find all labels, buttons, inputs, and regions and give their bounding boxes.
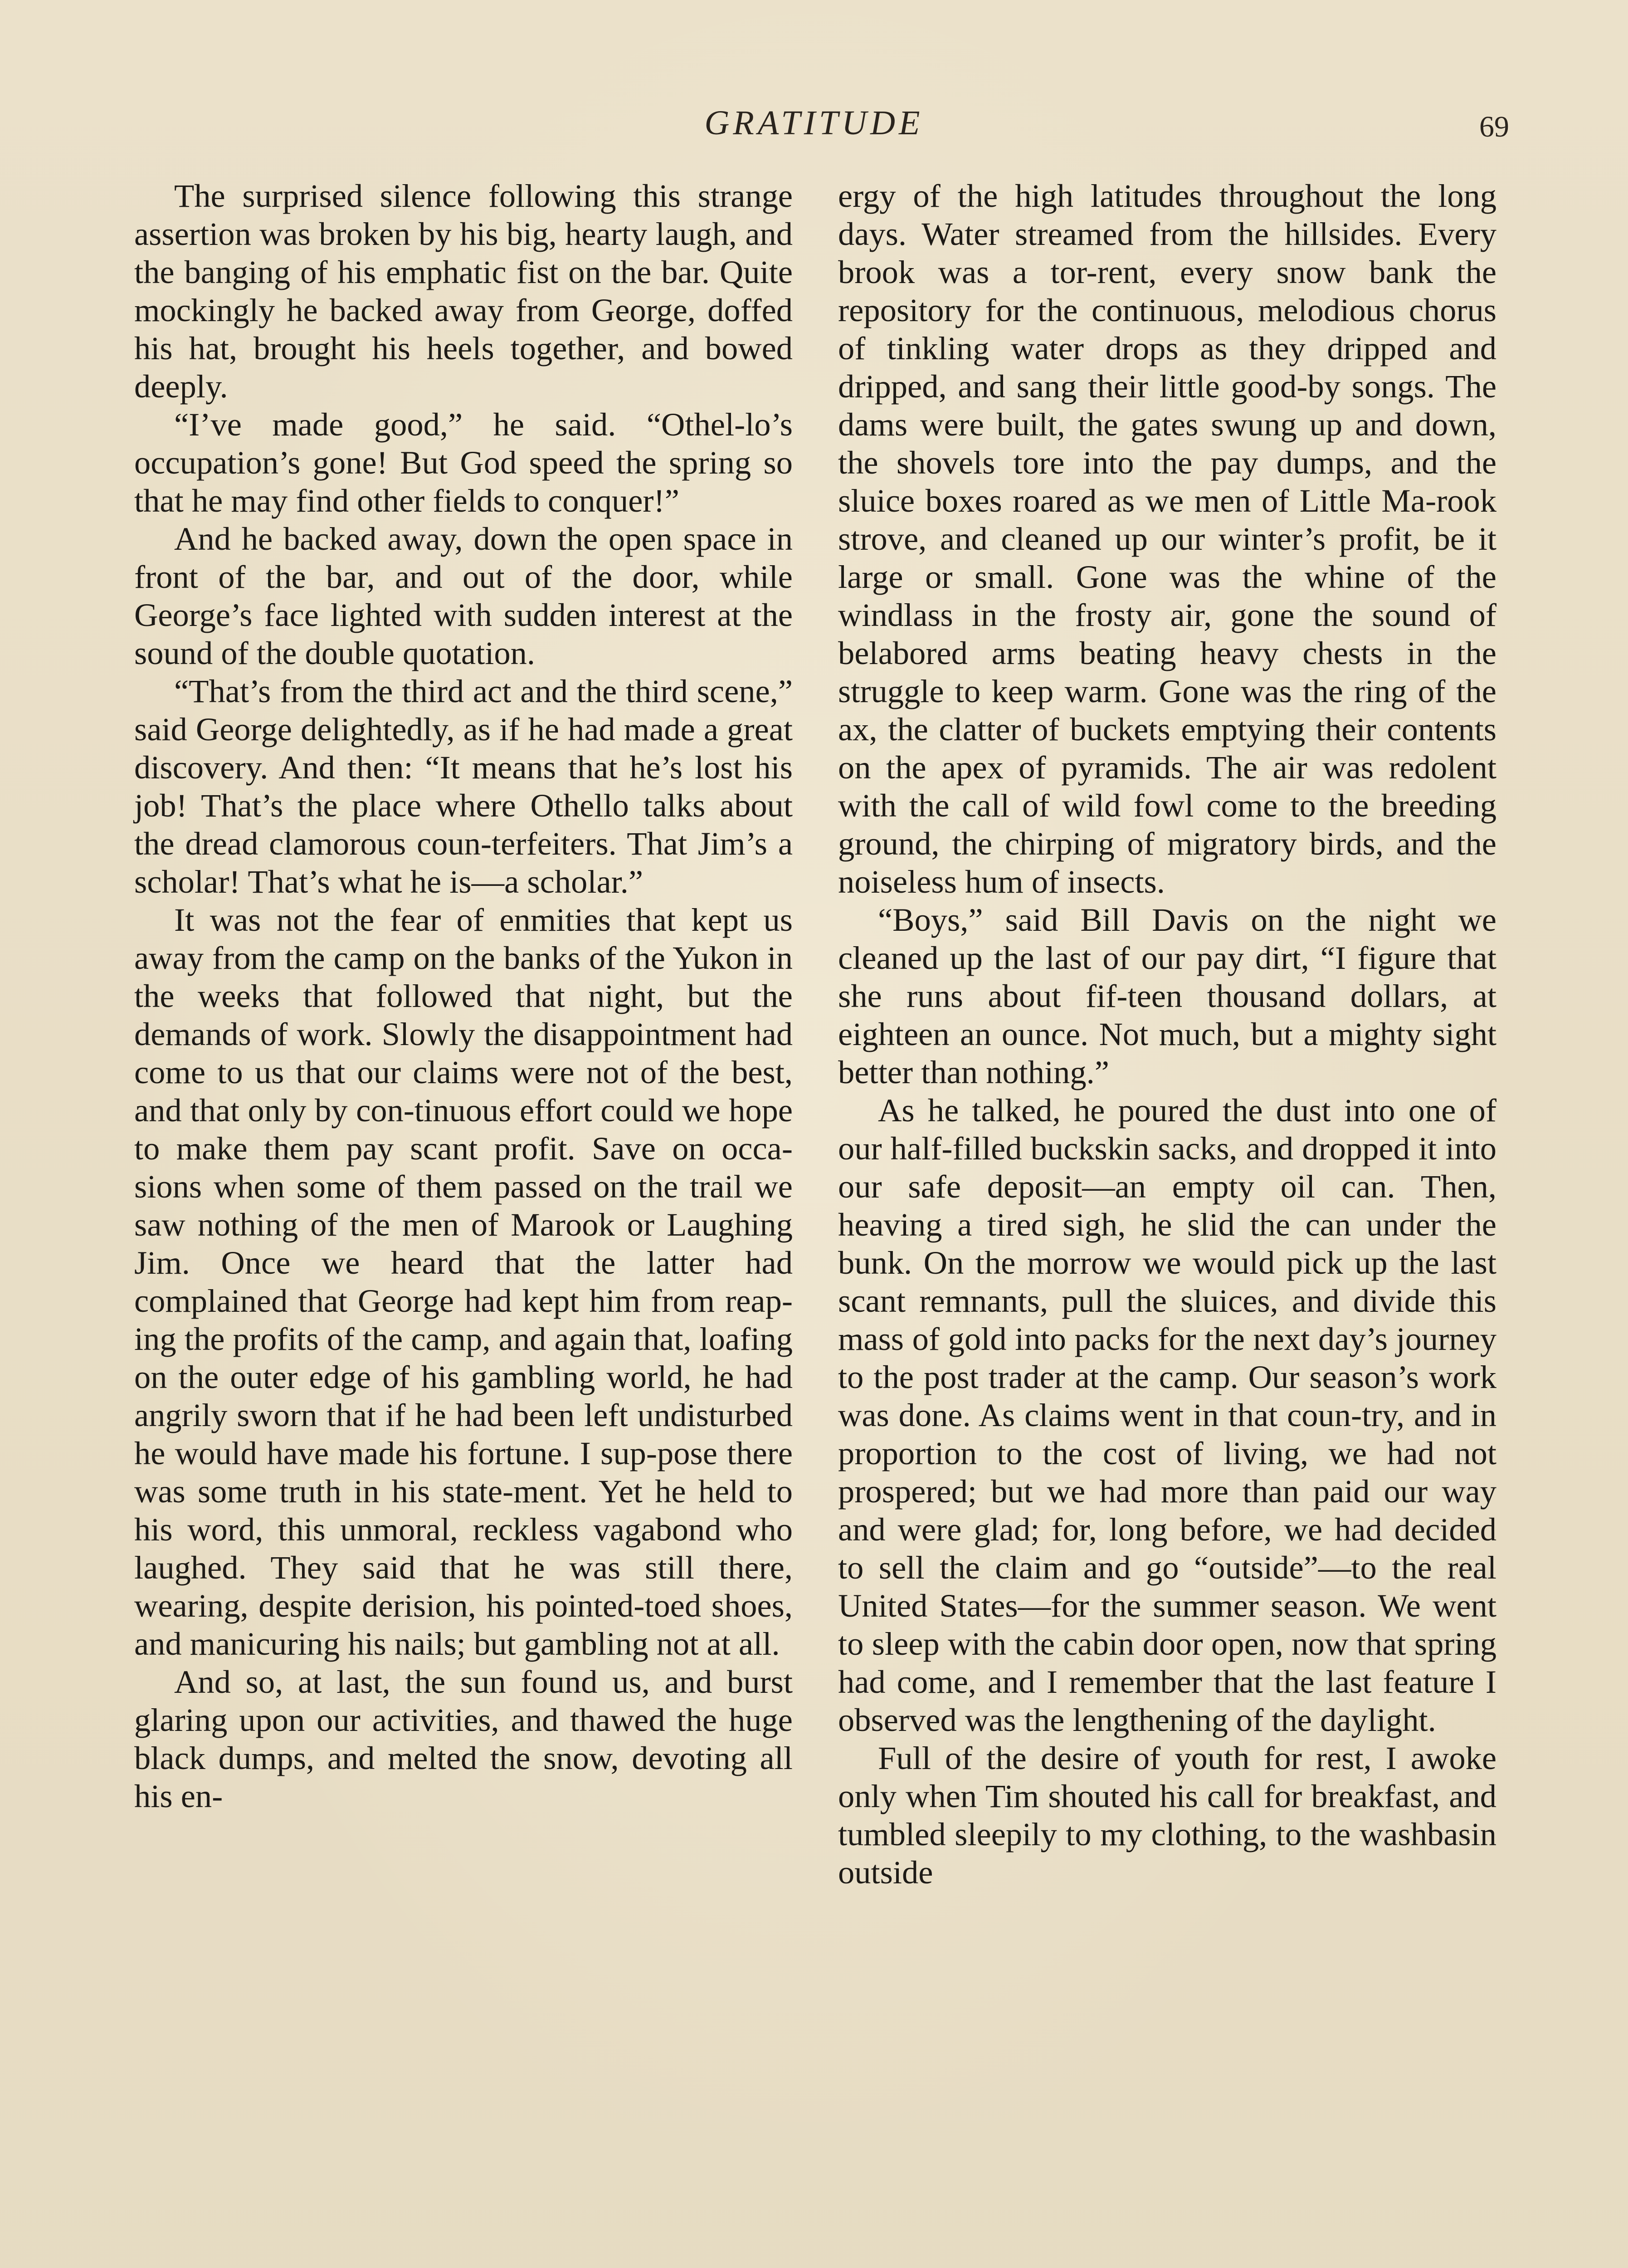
paragraph-continued: ergy of the high latitudes throughout the long days. Water streamed from the hillsides. Every brook was a tor-rent, every snow bank the repository for the continuous, melodious chorus of tinkling water drops as they dripped and dripped, and sang their little good-by songs. The dams were built, the gates swung up and down, the shovels tore into the pay dumps, and the sluice boxes roared as we men of Little Ma-rook strove, and cleaned up our winter’s profit, be it large or small. Gone was the whine of the windlass in the frosty air, gone the sound of belabored arms beating heavy chests in the struggle to keep warm. Gone was the ring of the ax, the clatter of buckets emptying their contents on the apex of pyramids. The air was redolent with the call of wild fowl come to the breeding ground, the chirping of migratory birds, and the noiseless hum of insects.: [838, 177, 1496, 900]
paragraph: “Boys,” said Bill Davis on the night we cleaned up the last of our pay dirt, “I figure that she runs about fif-teen thousand dollars, at eighteen an ounce. Not much, but a mighty sight better than nothing.”: [838, 901, 1496, 1090]
page-number: 69: [1479, 110, 1509, 143]
running-title: GRATITUDE: [704, 104, 924, 142]
paragraph: “I’ve made good,” he said. “Othel-lo’s occupation’s gone! But God speed the spring so that he may find other fields to conquer!”: [134, 406, 793, 519]
paragraph: Full of the desire of youth for rest, I awoke only when Tim shouted his call for breakfast, and tumbled sleepily to my clothing, to the washbasin outside: [838, 1740, 1496, 1891]
paragraph: As he talked, he poured the dust into one of our half-filled buckskin sacks, and dropped it into our safe deposit—an empty oil can. Then, heaving a tired sigh, he slid the can under the bunk. On the morrow we would pick up the last scant remnants, pull the sluices, and divide this mass of gold into packs for the next day’s journey to the post trader at the camp. Our season’s work was done. As claims went in that coun-try, and in proportion to the cost of living, we had not prospered; but we had more than paid our way and were glad; for, long before, we had decided to sell the claim and go “outside”—to the real United States—for the summer season. We went to sleep with the cabin door open, now that spring had come, and I remember that the last feature I observed was the lengthening of the daylight.: [838, 1092, 1496, 1738]
right-text-column: [838, 177, 1496, 1892]
left-text-column: [134, 177, 793, 1815]
paragraph: And he backed away, down the open space in front of the bar, and out of the door, while George’s face lighted with sudden interest at the sound of the double quotation.: [134, 520, 793, 671]
paragraph: It was not the fear of enmities that kept us away from the camp on the banks of the Yukon in the weeks that followed that night, but the demands of work. Slowly the disappointment had come to us that our claims were not of the best, and that only by con-tinuous effort could we hope to make them pay scant profit. Save on occa-sions when some of them passed on the trail we saw nothing of the men of Marook or Laughing Jim. Once we heard that the latter had complained that George had kept him from reap-ing the profits of the camp, and again that, loafing on the outer edge of his gambling world, he had angrily sworn that if he had been left undisturbed he would have made his fortune. I sup-pose there was some truth in his state-ment. Yet he held to his word, this unmoral, reckless vagabond who laughed. They said that he was still there, wearing, despite derision, his pointed-toed shoes, and manicuring his nails; but gambling not at all.: [134, 901, 793, 1662]
paragraph: The surprised silence following this strange assertion was broken by his big, hearty laugh, and the banging of his emphatic fist on the bar. Quite mockingly he backed away from George, doffed his hat, brought his heels together, and bowed deeply.: [134, 177, 793, 405]
paragraph: And so, at last, the sun found us, and burst glaring upon our activities, and thawed the huge black dumps, and melted the snow, devoting all his en-: [134, 1663, 793, 1814]
paragraph: “That’s from the third act and the third scene,” said George delightedly, as if he had made a great discovery. And then: “It means that he’s lost his job! That’s the place where Othello talks about the dread clamorous coun-terfeiters. That Jim’s a scholar! That’s what he is—a scholar.”: [134, 673, 793, 900]
